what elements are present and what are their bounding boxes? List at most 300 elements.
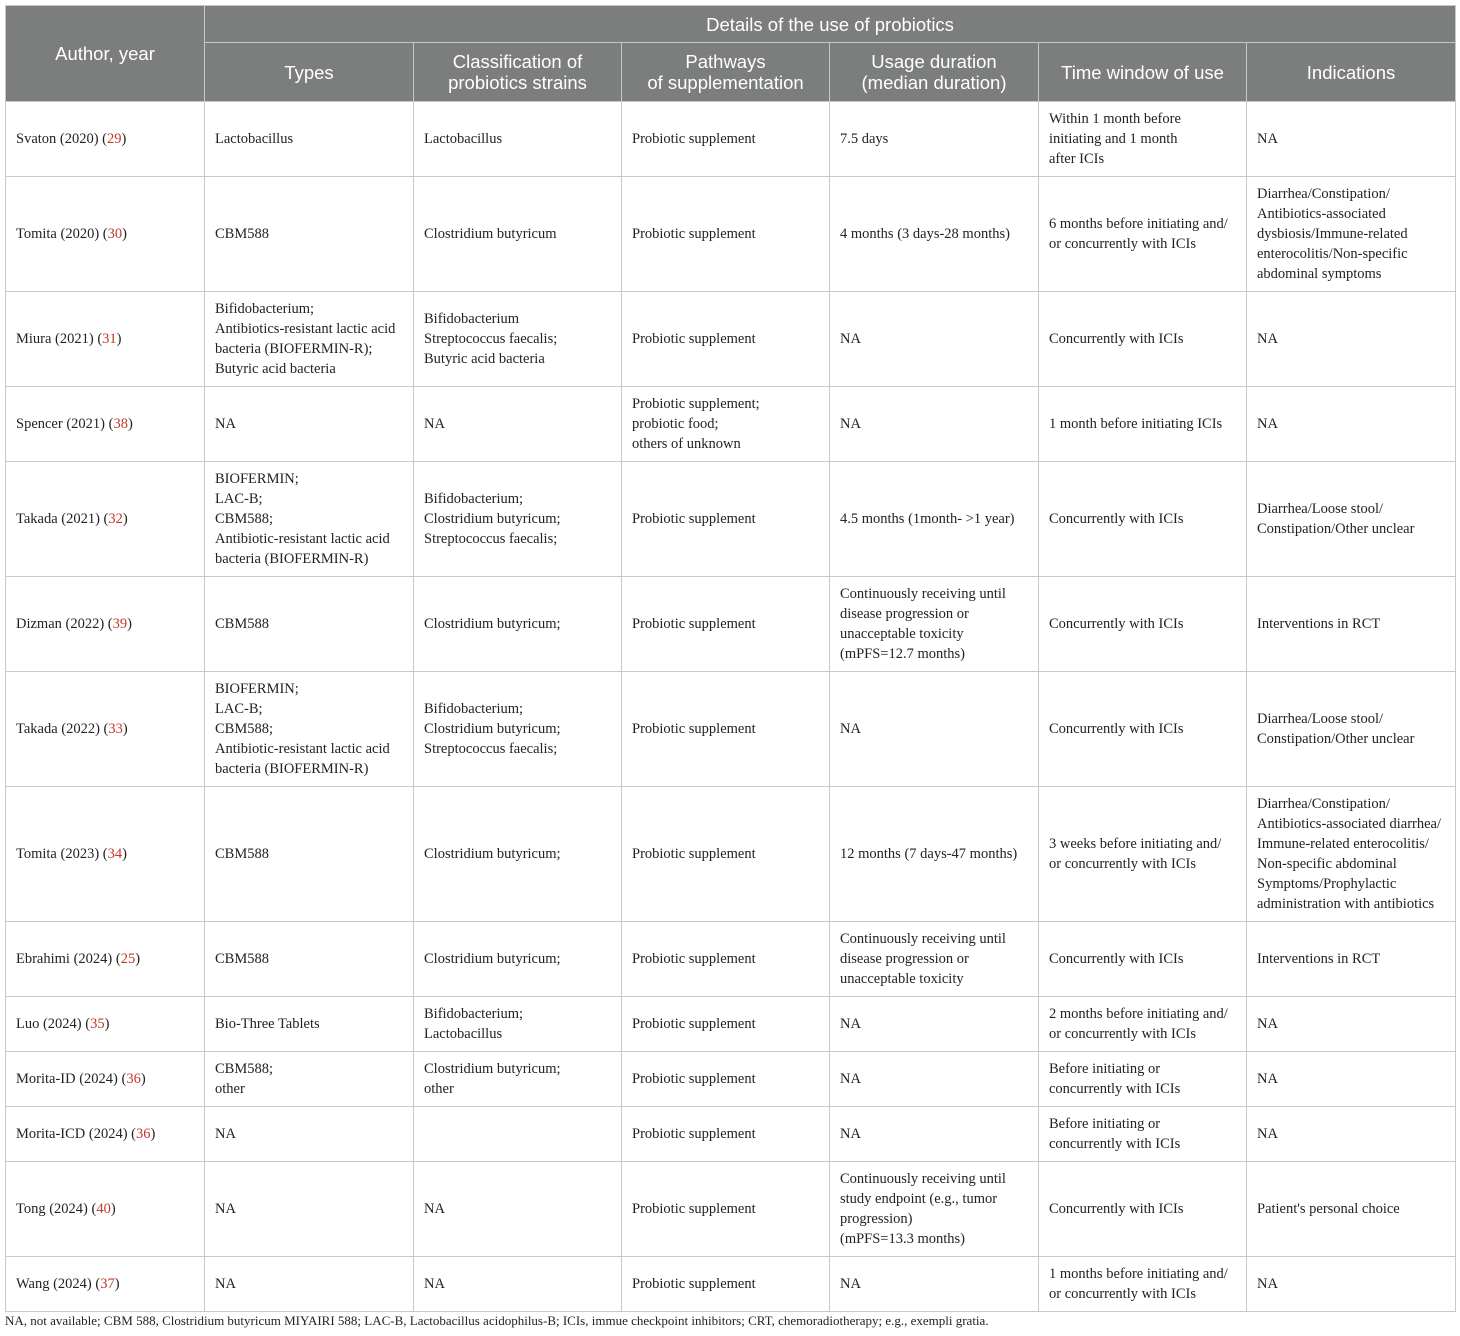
cell-line: CBM588; — [215, 1061, 274, 1077]
reference-link[interactable]: 39 — [112, 616, 128, 632]
cell-types — [205, 462, 414, 577]
cell-line: NA — [424, 1201, 445, 1217]
cell-line: Patient's personal choice — [1257, 1201, 1400, 1217]
table-row — [6, 922, 1456, 997]
cell-line: NA — [1257, 1126, 1278, 1142]
cell-line: Diarrhea/Loose stool/ — [1257, 501, 1384, 517]
cell-line: 4 months (3 days-28 months) — [840, 226, 1010, 242]
cell-pathways — [622, 1052, 830, 1107]
cell-line: bacteria (BIOFERMIN-R); — [215, 341, 373, 357]
reference-close-paren: ) — [140, 1071, 146, 1087]
cell-line: or concurrently with ICIs — [1049, 1286, 1196, 1302]
cell-time-window — [1039, 1162, 1247, 1257]
table-row — [6, 1257, 1456, 1312]
cell-line: Bifidobacterium; — [424, 1006, 524, 1022]
table-row — [6, 1162, 1456, 1257]
cell-time-window — [1039, 462, 1247, 577]
cell-line: Probiotic supplement — [632, 616, 756, 632]
cell-line: NA — [840, 721, 861, 737]
cell-classification — [414, 922, 622, 997]
table-row — [6, 292, 1456, 387]
cell-time-window — [1039, 787, 1247, 922]
cell-line: bacteria (BIOFERMIN-R) — [215, 761, 369, 777]
cell-line: 6 months before initiating and/ — [1049, 216, 1228, 232]
cell-classification — [414, 1107, 622, 1162]
cell-line: concurrently with ICIs — [1049, 1136, 1181, 1152]
cell-time-window — [1039, 292, 1247, 387]
cell-pathways — [622, 672, 830, 787]
header-line: Indications — [1306, 61, 1396, 83]
author-text: Dizman (2022) ( — [16, 616, 113, 632]
cell-line: other — [215, 1081, 245, 1097]
cell-types — [205, 1257, 414, 1312]
cell-duration — [830, 922, 1039, 997]
reference-link[interactable]: 33 — [108, 721, 123, 737]
cell-line: Probiotic supplement — [632, 1071, 756, 1087]
cell-line: Clostridium butyricum; — [424, 846, 561, 862]
cell-duration — [830, 997, 1039, 1052]
cell-line: Antibiotics-associated — [1257, 206, 1386, 222]
author-text: Spencer (2021) ( — [16, 416, 114, 432]
cell-line: NA — [840, 331, 861, 347]
table-row — [6, 1107, 1456, 1162]
cell-line: abdominal symptoms — [1257, 266, 1382, 282]
cell-line: Clostridium butyricum; — [424, 951, 561, 967]
cell-line: Symptoms/Prophylactic — [1257, 876, 1397, 892]
cell-classification — [414, 1052, 622, 1107]
cell-pathways — [622, 102, 830, 177]
cell-classification — [414, 1257, 622, 1312]
cell-line: concurrently with ICIs — [1049, 1081, 1181, 1097]
cell-classification — [414, 292, 622, 387]
cell-line: Clostridium butyricum; — [424, 511, 561, 527]
cell-line: Clostridium butyricum — [424, 226, 557, 242]
table-row — [6, 1052, 1456, 1107]
cell-indications — [1247, 177, 1456, 292]
cell-line: Before initiating or — [1049, 1061, 1161, 1077]
cell-line: Non-specific abdominal — [1257, 856, 1397, 872]
reference-close-paren: ) — [127, 616, 132, 632]
cell-time-window — [1039, 102, 1247, 177]
cell-line: CBM588 — [215, 951, 269, 967]
cell-classification — [414, 462, 622, 577]
cell-line: progression) — [840, 1211, 913, 1227]
cell-line: Continuously receiving until — [840, 1171, 1006, 1187]
cell-line: Probiotic supplement — [632, 1016, 756, 1032]
cell-line: disease progression or — [840, 606, 969, 622]
cell-line: Concurrently with ICIs — [1049, 1201, 1184, 1217]
cell-line: 2 months before initiating and/ — [1049, 1006, 1228, 1022]
header-classification — [414, 43, 622, 102]
cell-line: Clostridium butyricum; — [424, 721, 561, 737]
table-row — [6, 387, 1456, 462]
author-text: Svaton (2020) ( — [16, 131, 108, 147]
reference-link[interactable]: 40 — [96, 1201, 111, 1217]
cell-line: or concurrently with ICIs — [1049, 1026, 1196, 1042]
cell-indications — [1247, 922, 1456, 997]
author-text: Wang (2024) ( — [16, 1276, 101, 1292]
cell-line: Streptococcus faecalis; — [424, 741, 558, 757]
reference-link[interactable]: 36 — [136, 1126, 151, 1142]
cell-pathways — [622, 462, 830, 577]
cell-line: or concurrently with ICIs — [1049, 856, 1196, 872]
header-time-window — [1039, 43, 1247, 102]
reference-link[interactable]: 29 — [107, 131, 122, 147]
cell-line: Antibiotics-associated diarrhea/ — [1257, 816, 1442, 832]
cell-line: BIOFERMIN; — [215, 471, 299, 487]
author-text: Morita-ID (2024) ( — [16, 1071, 127, 1087]
reference-close-paren: ) — [114, 1276, 120, 1292]
cell-line: Constipation/Other unclear — [1257, 521, 1415, 537]
cell-line: Diarrhea/Constipation/ — [1257, 186, 1390, 202]
cell-line: bacteria (BIOFERMIN-R) — [215, 551, 369, 567]
cell-pathways — [622, 292, 830, 387]
cell-line: LAC-B; — [215, 491, 263, 507]
cell-line: Concurrently with ICIs — [1049, 511, 1184, 527]
cell-line: Probiotic supplement — [632, 721, 756, 737]
cell-line: Bifidobacterium — [424, 311, 520, 327]
cell-line: initiating and 1 month — [1049, 131, 1178, 147]
reference-close-paren: ) — [122, 846, 127, 862]
reference-link[interactable]: 25 — [120, 951, 136, 967]
cell-author — [6, 292, 205, 387]
author-text: Takada (2021) ( — [16, 511, 109, 527]
cell-pathways — [622, 997, 830, 1052]
cell-indications — [1247, 1257, 1456, 1312]
cell-types — [205, 1052, 414, 1107]
cell-types — [205, 922, 414, 997]
header-line: Usage duration — [871, 51, 997, 72]
reference-link[interactable]: 30 — [107, 226, 123, 242]
cell-line: 1 months before initiating and/ — [1049, 1266, 1228, 1282]
reference-close-paren: ) — [150, 1126, 156, 1142]
cell-time-window — [1039, 387, 1247, 462]
cell-line: Before initiating or — [1049, 1116, 1161, 1132]
cell-line: CBM588 — [215, 846, 269, 862]
cell-author — [6, 577, 205, 672]
cell-types — [205, 387, 414, 462]
cell-line: NA — [215, 1126, 236, 1142]
reference-close-paren: ) — [122, 511, 128, 527]
cell-line: Probiotic supplement — [632, 846, 756, 862]
cell-author — [6, 672, 205, 787]
cell-line: Probiotic supplement — [632, 226, 756, 242]
cell-line: Concurrently with ICIs — [1049, 721, 1184, 737]
cell-line: probiotic food; — [632, 416, 719, 432]
cell-line: Clostridium butyricum; — [424, 616, 561, 632]
cell-author — [6, 387, 205, 462]
table-row — [6, 577, 1456, 672]
header-pathways — [622, 43, 830, 102]
cell-line: 4.5 months (1month- >1 year) — [840, 511, 1015, 527]
cell-line: Lactobacillus — [215, 131, 294, 147]
cell-classification — [414, 787, 622, 922]
header-line: of supplementation — [647, 72, 804, 93]
cell-line: Concurrently with ICIs — [1049, 951, 1184, 967]
cell-duration — [830, 577, 1039, 672]
reference-link[interactable]: 32 — [108, 511, 123, 527]
cell-line: NA — [840, 1126, 861, 1142]
cell-line: NA — [424, 416, 445, 432]
cell-line: CBM588 — [215, 616, 269, 632]
cell-line: Probiotic supplement — [632, 331, 756, 347]
cell-types — [205, 292, 414, 387]
cell-line: enterocolitis/Non-specific — [1257, 246, 1408, 262]
cell-line: Lactobacillus — [424, 131, 503, 147]
cell-line: NA — [215, 1201, 236, 1217]
cell-duration — [830, 387, 1039, 462]
reference-link[interactable]: 34 — [107, 846, 123, 862]
cell-line: 7.5 days — [840, 131, 889, 147]
cell-indications — [1247, 292, 1456, 387]
cell-line: Clostridium butyricum; — [424, 1061, 561, 1077]
reference-close-paren: ) — [122, 721, 128, 737]
cell-line: Probiotic supplement — [632, 511, 756, 527]
cell-duration — [830, 102, 1039, 177]
header-line: Classification of — [452, 51, 583, 72]
cell-classification — [414, 1162, 622, 1257]
cell-line: NA — [1257, 416, 1278, 432]
cell-line: unacceptable toxicity — [840, 626, 964, 642]
cell-line: Antibiotics-resistant lactic acid — [215, 321, 396, 337]
cell-indications — [1247, 1162, 1456, 1257]
cell-duration — [830, 787, 1039, 922]
cell-line: Continuously receiving until — [840, 586, 1006, 602]
table-row — [6, 672, 1456, 787]
cell-pathways — [622, 177, 830, 292]
cell-line: Antibiotic-resistant lactic acid — [215, 531, 390, 547]
cell-line: Probiotic supplement; — [632, 396, 760, 412]
header-indications — [1247, 43, 1456, 102]
cell-author — [6, 1162, 205, 1257]
cell-duration — [830, 1257, 1039, 1312]
cell-pathways — [622, 1107, 830, 1162]
cell-author — [6, 177, 205, 292]
cell-indications — [1247, 787, 1456, 922]
cell-line: NA — [1257, 131, 1278, 147]
reference-close-paren: ) — [104, 1016, 110, 1032]
cell-indications — [1247, 672, 1456, 787]
cell-classification — [414, 177, 622, 292]
reference-close-paren: ) — [127, 416, 133, 432]
cell-line: Streptococcus faecalis; — [424, 331, 558, 347]
cell-pathways — [622, 787, 830, 922]
cell-line: Interventions in RCT — [1257, 951, 1381, 967]
cell-duration — [830, 1162, 1039, 1257]
cell-line: Streptococcus faecalis; — [424, 531, 558, 547]
header-group-title: Details of the use of probiotics — [205, 6, 1456, 43]
cell-line: NA — [424, 1276, 445, 1292]
cell-duration — [830, 462, 1039, 577]
cell-time-window — [1039, 1257, 1247, 1312]
author-text: Morita-ICD (2024) ( — [16, 1126, 137, 1142]
cell-time-window — [1039, 1052, 1247, 1107]
cell-author — [6, 1257, 205, 1312]
cell-line: LAC-B; — [215, 701, 263, 717]
reference-close-paren: ) — [135, 951, 141, 967]
cell-line: 1 month before initiating ICIs — [1049, 416, 1223, 432]
cell-duration — [830, 292, 1039, 387]
cell-line: Diarrhea/Loose stool/ — [1257, 711, 1384, 727]
author-text: Miura (2021) ( — [16, 331, 103, 347]
cell-line: Probiotic supplement — [632, 1126, 756, 1142]
cell-line: Constipation/Other unclear — [1257, 731, 1415, 747]
cell-line: Interventions in RCT — [1257, 616, 1381, 632]
cell-line: Butyric acid bacteria — [215, 361, 336, 377]
reference-close-paren: ) — [110, 1201, 116, 1217]
header-line: Types — [284, 61, 334, 83]
reference-close-paren: ) — [121, 131, 127, 147]
cell-types — [205, 787, 414, 922]
header-author-year: Author, year — [6, 6, 205, 102]
cell-line: NA — [215, 1276, 236, 1292]
table-row — [6, 177, 1456, 292]
table-body — [6, 102, 1456, 1312]
cell-line: (mPFS=13.3 months) — [840, 1231, 966, 1247]
cell-line: or concurrently with ICIs — [1049, 236, 1196, 252]
cell-line: NA — [1257, 1276, 1278, 1292]
cell-line: Bio-Three Tablets — [215, 1016, 320, 1032]
reference-link[interactable]: 37 — [100, 1276, 115, 1292]
cell-time-window — [1039, 672, 1247, 787]
header-line: Pathways — [685, 51, 766, 72]
cell-line: Butyric acid bacteria — [424, 351, 545, 367]
cell-time-window — [1039, 177, 1247, 292]
probiotics-table — [5, 5, 1456, 1312]
cell-line: NA — [215, 416, 236, 432]
reference-link[interactable]: 38 — [113, 416, 128, 432]
table-row — [6, 462, 1456, 577]
cell-indications — [1247, 387, 1456, 462]
cell-duration — [830, 672, 1039, 787]
cell-types — [205, 997, 414, 1052]
cell-line: Immune-related enterocolitis/ — [1257, 836, 1429, 852]
cell-line: CBM588; — [215, 511, 274, 527]
cell-line: disease progression or — [840, 951, 969, 967]
header-types — [205, 43, 414, 102]
reference-link[interactable]: 31 — [102, 331, 117, 347]
header-line: probiotics strains — [448, 72, 587, 93]
author-text: Luo (2024) ( — [16, 1016, 91, 1032]
cell-types — [205, 102, 414, 177]
cell-author — [6, 787, 205, 922]
author-text: Takada (2022) ( — [16, 721, 109, 737]
table-footnote: NA, not available; CBM 588, Clostridium butyricum MIYAIRI 588; LAC-B, Lactobacillus acidophilus-B; ICIs, immue checkpoint inhibitors; CRT, chemoradiotherapy; e.g., exempli gratia. — [5, 1313, 989, 1328]
cell-line: after ICIs — [1049, 151, 1105, 167]
cell-classification — [414, 997, 622, 1052]
cell-line: NA — [840, 1016, 861, 1032]
header-duration — [830, 43, 1039, 102]
cell-line: BIOFERMIN; — [215, 681, 299, 697]
cell-pathways — [622, 1162, 830, 1257]
cell-line: Bifidobacterium; — [424, 491, 524, 507]
cell-time-window — [1039, 577, 1247, 672]
author-text: Tomita (2020) ( — [16, 226, 108, 242]
author-text: Tong (2024) ( — [16, 1201, 97, 1217]
cell-line: study endpoint (e.g., tumor — [840, 1191, 998, 1207]
table-row — [6, 787, 1456, 922]
cell-line: NA — [840, 1276, 861, 1292]
cell-line: Bifidobacterium; — [424, 701, 524, 717]
table-row — [6, 102, 1456, 177]
cell-author — [6, 997, 205, 1052]
cell-author — [6, 102, 205, 177]
cell-author — [6, 1052, 205, 1107]
cell-types — [205, 177, 414, 292]
cell-time-window — [1039, 922, 1247, 997]
cell-line: NA — [1257, 1071, 1278, 1087]
cell-line: Probiotic supplement — [632, 1276, 756, 1292]
cell-indications — [1247, 997, 1456, 1052]
header-line: Time window of use — [1061, 61, 1224, 83]
cell-duration — [830, 177, 1039, 292]
cell-line: CBM588; — [215, 721, 274, 737]
reference-link[interactable]: 36 — [126, 1071, 141, 1087]
cell-indications — [1247, 1052, 1456, 1107]
cell-line: NA — [840, 416, 861, 432]
cell-line: 12 months (7 days-47 months) — [840, 846, 1018, 862]
reference-close-paren: ) — [116, 331, 122, 347]
cell-line: Continuously receiving until — [840, 931, 1006, 947]
cell-pathways — [622, 577, 830, 672]
table-row — [6, 997, 1456, 1052]
cell-pathways — [622, 387, 830, 462]
cell-classification — [414, 387, 622, 462]
cell-time-window — [1039, 997, 1247, 1052]
cell-line: NA — [1257, 331, 1278, 347]
cell-line: other — [424, 1081, 454, 1097]
cell-line: Concurrently with ICIs — [1049, 331, 1184, 347]
cell-line: others of unknown — [632, 436, 741, 452]
cell-line: Probiotic supplement — [632, 1201, 756, 1217]
cell-classification — [414, 102, 622, 177]
cell-time-window — [1039, 1107, 1247, 1162]
cell-line: unacceptable toxicity — [840, 971, 964, 987]
cell-author — [6, 922, 205, 997]
cell-types — [205, 1107, 414, 1162]
cell-line: 3 weeks before initiating and/ — [1049, 836, 1222, 852]
cell-indications — [1247, 462, 1456, 577]
reference-link[interactable]: 35 — [90, 1016, 105, 1032]
cell-line: NA — [840, 1071, 861, 1087]
cell-pathways — [622, 922, 830, 997]
cell-duration — [830, 1107, 1039, 1162]
cell-pathways — [622, 1257, 830, 1312]
cell-line: Antibiotic-resistant lactic acid — [215, 741, 390, 757]
cell-classification — [414, 577, 622, 672]
author-text: Ebrahimi (2024) ( — [16, 951, 121, 967]
cell-line: Diarrhea/Constipation/ — [1257, 796, 1390, 812]
cell-author — [6, 462, 205, 577]
cell-duration — [830, 1052, 1039, 1107]
cell-indications — [1247, 102, 1456, 177]
cell-types — [205, 1162, 414, 1257]
table-header — [6, 6, 1456, 102]
cell-indications — [1247, 1107, 1456, 1162]
cell-line: Lactobacillus — [424, 1026, 503, 1042]
cell-line: Probiotic supplement — [632, 951, 756, 967]
cell-classification — [414, 672, 622, 787]
cell-line: Concurrently with ICIs — [1049, 616, 1184, 632]
cell-line: (mPFS=12.7 months) — [840, 646, 966, 662]
cell-line: administration with antibiotics — [1257, 896, 1435, 912]
cell-line: NA — [1257, 1016, 1278, 1032]
reference-close-paren: ) — [122, 226, 127, 242]
cell-line: CBM588 — [215, 226, 269, 242]
cell-line: dysbiosis/Immune-related — [1257, 226, 1408, 242]
cell-author — [6, 1107, 205, 1162]
cell-types — [205, 672, 414, 787]
